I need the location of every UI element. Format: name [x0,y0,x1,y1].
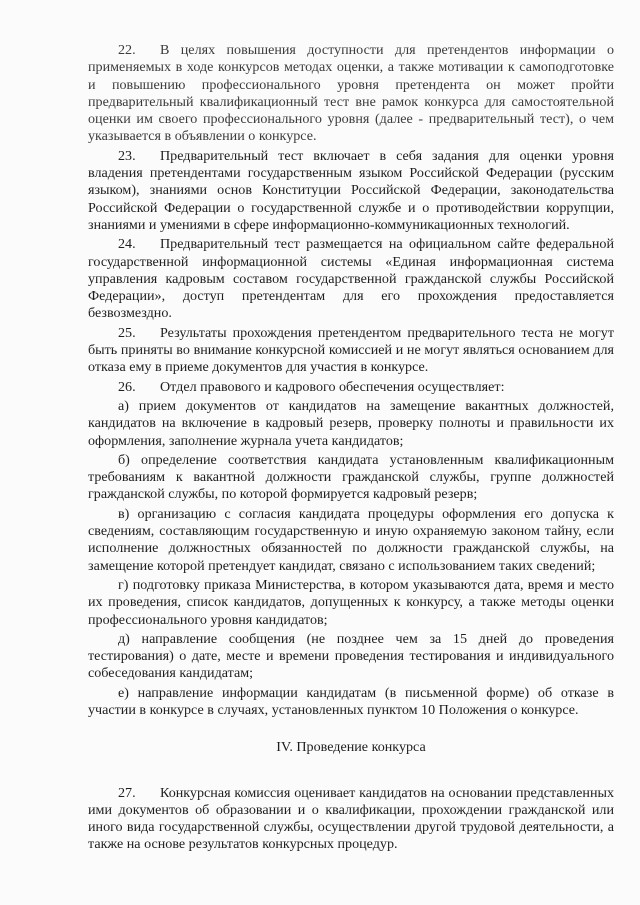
paragraph-text: Отдел правового и кадрового обеспечения осуществляет: [160,378,505,395]
paragraph-24 [88,236,614,322]
subitem-v: в) организацию с согласия кандидата процедуры оформления его допуска к сведениям, составляющим государственную и иную охраняемую законом тайну, если исполнение должностных обязанностей по должности гражданской службы, на замещение которой претендует кандидат, связано с использованием таких сведений; [88,505,614,574]
paragraph-text: В целях повышения доступности для претендентов информации о применяемых в ходе конкурсов методах оценки, а также мотивации к самоподготовке и повышению профессионального уровня претендента он может пройти предварительный квалификационный тест вне рамок конкурса для самостоятельной оценки им своего профессионального уровня (далее - предварительный тест), о чем указывается в объявлении о конкурсе. [88,42,614,145]
subitem-a: а) прием документов от кандидатов на замещение вакантных должностей, кандидатов на включение в кадровый резерв, проверку полноты и правильности их оформления, заполнение журнала учета кандидатов; [88,397,614,449]
paragraph-number: 24. [118,236,136,253]
section-title: IV. Проведение конкурса [276,739,426,756]
subitem-d: д) направление сообщения (не позднее чем за 15 дней до проведения тестирования) о дате, месте и времени проведения тестирования и индивидуального собеседования кандидатам; [88,630,614,682]
subitem-e: е) направление информации кандидатам (в письменной форме) об отказе в участии в конкурсе в случаях, установленных пунктом 10 Положения о конкурсе. [88,684,614,718]
paragraph-26 [88,379,614,396]
subitem-g: г) подготовку приказа Министерства, в котором указываются дата, время и место их проведения, список кандидатов, допущенных к конкурсу, а также методы оценки профессионального уровня кандидатов; [88,576,614,628]
paragraph-text: Конкурсная комиссия оценивает кандидатов на основании представленных ими документов об образовании и о квалификации, прохождении гражданской или иного вида государственной службы, осуществлении другой трудовой деятельности, а также на основе результатов конкурсных процедур. [88,784,614,853]
paragraph-number: 25. [118,324,136,341]
paragraph-27 [88,785,614,854]
paragraph-number: 22. [118,42,136,58]
paragraph-number: 26. [118,378,136,395]
paragraph-text: Предварительный тест включает в себя задания для оценки уровня владения претендентами государственным языком Российской Федерации (русским языком), знаниями основ Конституции Российской Федерации, законодательства Российской Федерации о государственной службе и о противодействии коррупции, знаниями и умениями в сфере информационно-коммуникационных технологий. [88,147,614,233]
paragraph-text: Результаты прохождения претендентом предварительного теста не могут быть приняты во внимание конкурсной комиссией и не могут являться основанием для отказа ему в приеме документов для участия в конкурсе. [88,324,614,376]
paragraph-number: 23. [118,147,136,164]
paragraph-text: Предварительный тест размещается на официальном сайте федеральной государственной информационной системы «Единая информационная система управления кадровым составом государственной гражданской службы Российской Федерации», доступ претендентам для его прохождения предоставляется безвозмездно. [88,236,614,322]
paragraph-23 [88,148,614,234]
paragraph-25 [88,325,614,377]
paragraph-number: 27. [118,784,136,801]
subitem-b: б) определение соответствия кандидата установленным квалификационным требованиям к вакантной должности гражданской службы, группе должностей гражданской службы, по которой формируется кадровый резерв; [88,451,614,503]
paragraph-22 [88,42,614,146]
